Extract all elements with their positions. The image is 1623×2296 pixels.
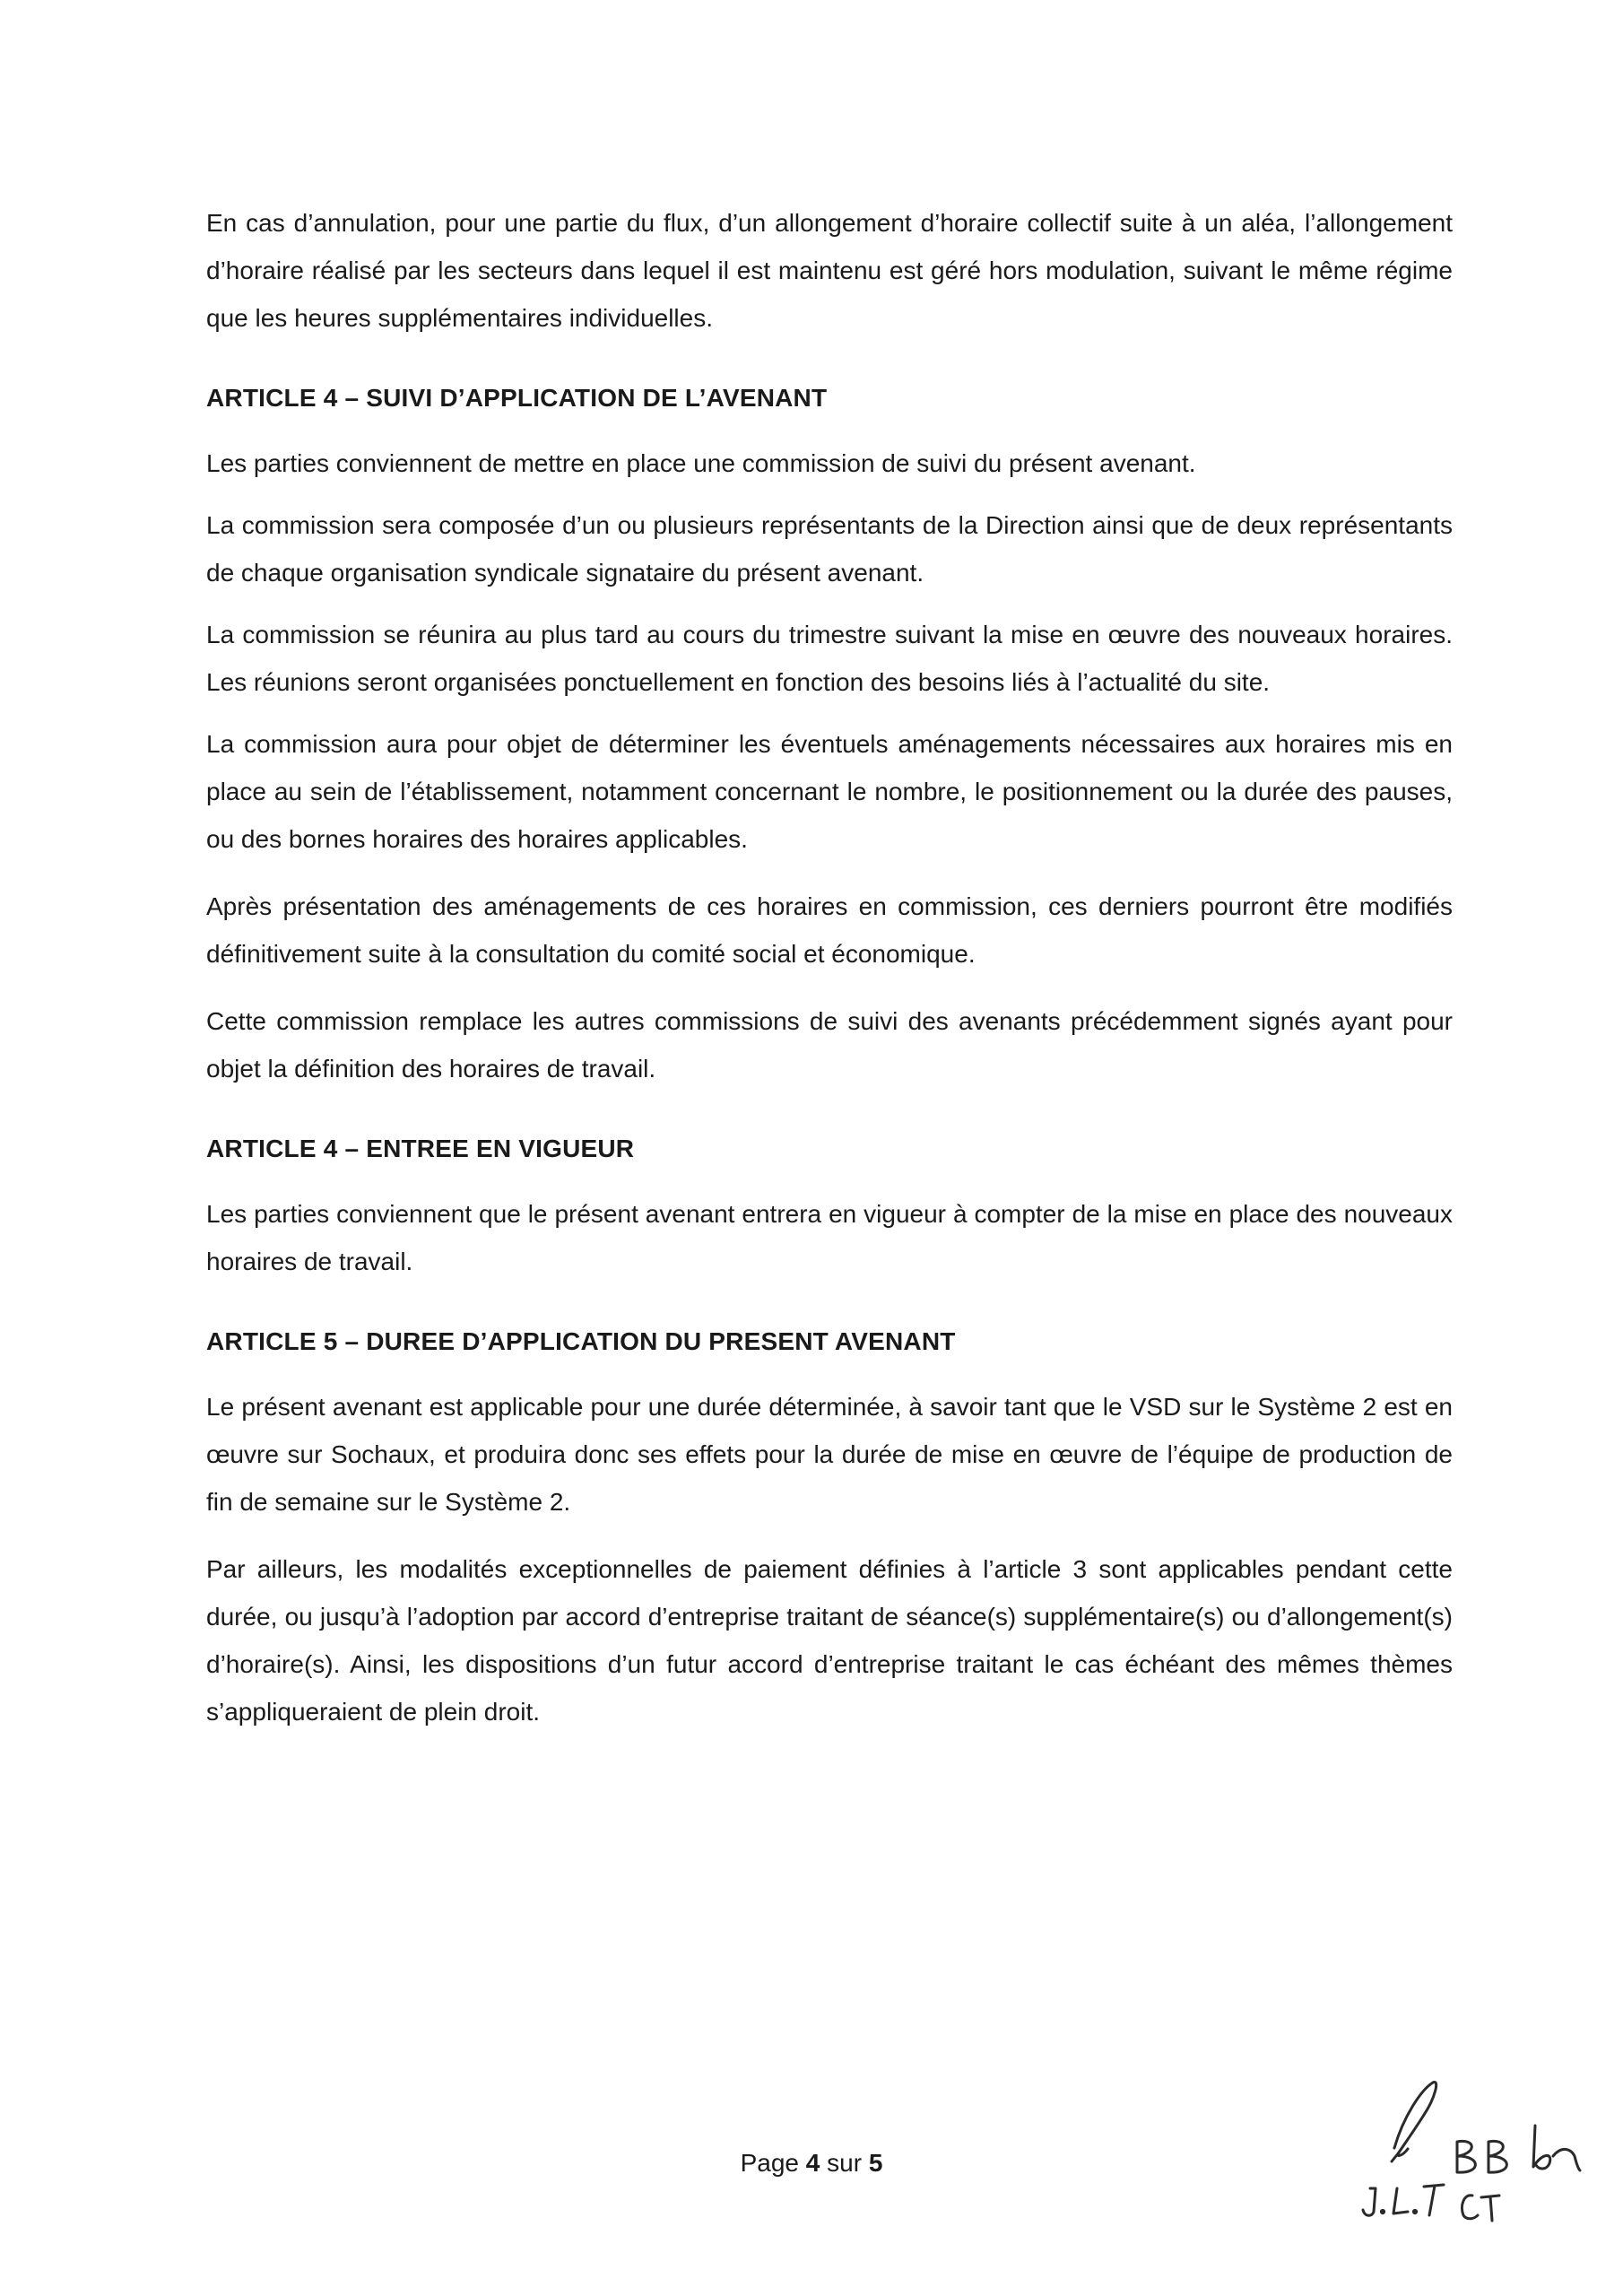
handwritten-initials bbox=[1309, 2063, 1596, 2242]
page-number: 4 bbox=[805, 2149, 820, 2177]
paragraph-suivi-5: Après présentation des aménagements de ces horaires en commission, ces derniers pourront être modifiés définitivement suite à la consultation du comité social et économique. bbox=[206, 892, 1453, 968]
signature-marks bbox=[1309, 2063, 1596, 2242]
heading-article4-entree: ARTICLE 4 – ENTREE EN VIGUEUR bbox=[206, 1135, 635, 1162]
paragraph-entree-1: Les parties conviennent que le présent avenant entrera en vigueur à compter de la mise en place des nouveaux horaires de travail. bbox=[206, 1200, 1453, 1275]
total-pages: 5 bbox=[868, 2149, 883, 2177]
paragraph-suivi-1: Les parties conviennent de mettre en place une commission de suivi du présent avenant. bbox=[206, 449, 1196, 477]
heading-article4-suivi: ARTICLE 4 – SUIVI D’APPLICATION DE L’AVENANT bbox=[206, 384, 828, 412]
paragraph-suivi-4: La commission aura pour objet de déterminer les éventuels aménagements nécessaires aux horaires mis en place au sein de l’établissement, notamment concernant le nombre, le positionnement ou la durée des pauses, ou des bornes horaires des horaires applicables. bbox=[206, 730, 1453, 853]
paragraph-duree-2: Par ailleurs, les modalités exceptionnelles de paiement définies à l’article 3 sont applicables pendant cette durée, ou jusqu’à l’adoption par accord d’entreprise traitant de séance(s) supplémentaire(s) ou d’allongement(s) d’horaire(s). Ainsi, les dispositions d’un futur accord d’entreprise traitant le cas échéant des mêmes thèmes s’appliqueraient de plein droit. bbox=[206, 1555, 1453, 1726]
of-word: sur bbox=[827, 2149, 863, 2177]
page-word: Page bbox=[740, 2149, 799, 2177]
paragraph-suivi-2: La commission sera composée d’un ou plusieurs représentants de la Direction ainsi que de deux représentants de chaque organisation syndicale signataire du présent avenant. bbox=[206, 511, 1453, 587]
paragraph-suivi-6: Cette commission remplace les autres commissions de suivi des avenants précédemment signés ayant pour objet la définition des horaires de travail. bbox=[206, 1007, 1453, 1083]
paragraph-suivi-3: La commission se réunira au plus tard au cours du trimestre suivant la mise en œuvre des nouveaux horaires. Les réunions seront organisées ponctuellement en fonction des besoins liés à l’actualité du site. bbox=[206, 621, 1453, 696]
paragraph-duree-1: Le présent avenant est applicable pour une durée déterminée, à savoir tant que le VSD sur le Système 2 est en œuvre sur Sochaux, et produira donc ses effets pour la durée de mise en œuvre de l’équipe de production de fin de semaine sur le Système 2. bbox=[206, 1393, 1453, 1516]
heading-article5: ARTICLE 5 – DUREE D’APPLICATION DU PRESENT AVENANT bbox=[206, 1327, 956, 1355]
paragraph-annulation: En cas d’annulation, pour une partie du flux, d’un allongement d’horaire collectif suite à un aléa, l’allongement d’horaire réalisé par les secteurs dans lequel il est maintenu est géré hors modulation, suivant le même régime que les heures supplémentaires individuelles. bbox=[206, 209, 1453, 332]
document-body bbox=[206, 199, 1453, 1755]
